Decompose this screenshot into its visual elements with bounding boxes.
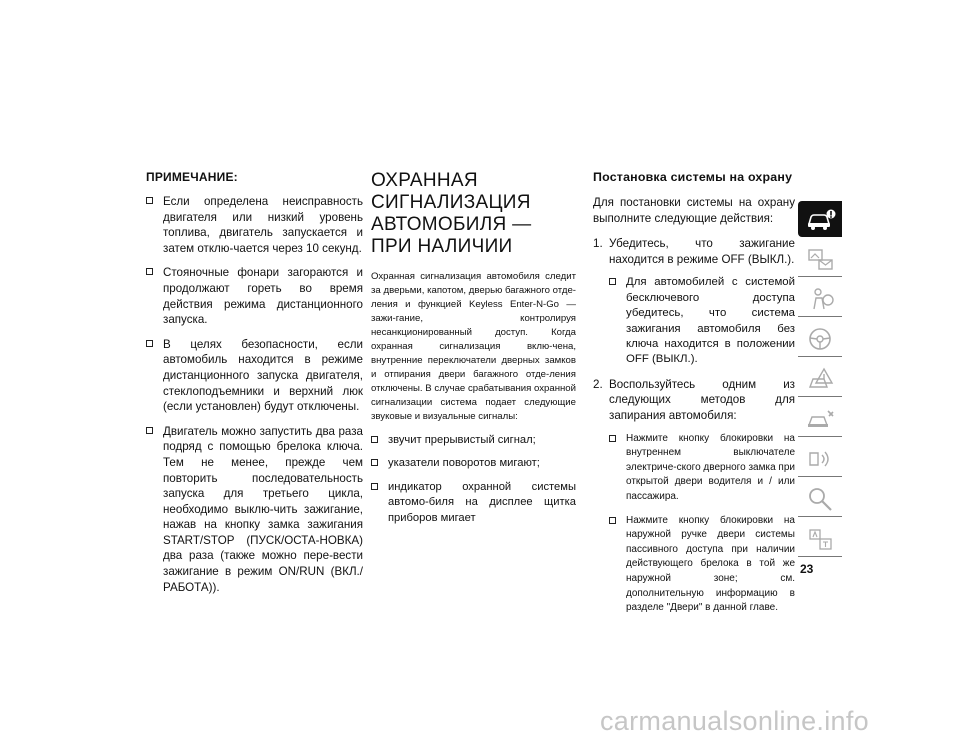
step-bullets [609,432,795,616]
tab-multimedia[interactable] [798,441,842,477]
bullet-square-icon [609,435,616,442]
tab-emergency[interactable] [798,361,842,397]
bullet-square-icon [609,517,616,524]
bullet-square-icon [371,459,378,466]
alarm-signal-list [371,433,576,526]
step-text: Убедитесь, что зажигание находится в режиме OFF (ВЫКЛ.). [609,237,795,266]
alarm-paragraph: Охранная сигнализация автомобиля следит за дверьми, капотом, дверью багажного отде-ления и функцией Keyless Enter-N-Go — зажи-гание, контролируя несанкционированный доступ. Когда охранная сигнализация вклю-чена, внутренние переключатели дверных замков и отпирания двери багажного отде-ления отключены. В случае срабатывания охранной сигнализации система подает следующие звуковые и визуальные сигналы: [371,271,576,422]
step-number: 2. [593,377,603,391]
safety-airbag-icon [806,285,836,313]
alarm-signal-item: звучит прерывистый сигнал; [371,433,576,448]
step-text: Воспользуйтесь одним из следующих методов для запирания автомобиля: [609,377,795,422]
bullet-square-icon [146,340,153,347]
tab-service[interactable] [798,401,842,437]
note-list [146,194,363,595]
bullet-square-icon [371,483,378,490]
note-column [146,170,363,604]
arming-intro: Для постановки системы на охрану выполните следующие действия: [593,196,795,225]
warning-lights-icon [806,245,836,273]
steering-wheel-icon [806,325,836,353]
arming-steps [593,236,795,616]
step-bullet: Нажмите кнопку блокировки на внутреннем выключателе электриче-ского дверного замка при открытой двери водителя и / или пассажира. [609,432,795,505]
step-bullet: Для автомобилей с системой бесключевого доступа убедитесь, что система зажигания автомобиля без ключа находится в положении OFF (ВЫКЛ.). [609,275,795,367]
section-tabs [798,201,842,561]
note-item: Если определена неисправность двигателя или низкий уровень топлива, двигатель запускается и затем отклю-чается через 10 секунд. [146,194,363,256]
bullet-square-icon [371,436,378,443]
alarm-signal-item: указатели поворотов мигают; [371,456,576,471]
arming-step [593,236,795,368]
tab-search[interactable] [798,481,842,517]
language-icon [806,525,836,553]
alarm-signal-item: индикатор охранной системы автомо-биля на дисплее щитка приборов мигает [371,480,576,526]
tab-warning-lights[interactable] [798,241,842,277]
note-item: Двигатель можно запустить два раза подряд с помощью брелока ключа. Тем не менее, прежде чем повторить последовательность запуска для третьего цикла, необходимо выклю-чить зажигание, нажав на кнопку замка зажигания START/STOP (ПУСК/ОСТА-НОВКА) два раза (также можно пере-вести зажигание в режим ON/RUN (ВКЛ./РАБОТА)). [146,424,363,596]
tab-car-info[interactable] [798,201,842,237]
tab-driving[interactable] [798,321,842,357]
multimedia-icon [806,445,836,473]
step-bullets [609,275,795,367]
arming-heading: Постановка системы на охрану [593,170,793,184]
step-number: 1. [593,237,603,251]
bullet-square-icon [146,268,153,275]
page-number: 23 [800,562,814,576]
bullet-square-icon [146,427,153,434]
emergency-icon [806,365,836,393]
alarm-heading: ОХРАННАЯ СИГНАЛИЗАЦИЯ АВТОМОБИЛЯ — ПРИ НАЛИЧИИ [371,170,532,257]
service-tools-icon [806,405,836,433]
arming-column [593,170,795,625]
note-item: Стояночные фонари загораются и продолжают гореть во время действия режима дистанционного запуска. [146,265,363,327]
tab-safety[interactable] [798,281,842,317]
note-item: В целях безопасности, если автомобиль находится в режиме дистанционного запуска двигателя, стеклоподъемники и верхний люк (если установлен) будут отключены. [146,337,363,415]
watermark: carmanualsonline.info [600,706,869,736]
alarm-column [371,170,576,534]
car-info-icon [806,205,836,233]
search-icon [806,485,836,513]
note-title: ПРИМЕЧАНИЕ: [146,170,238,184]
bullet-square-icon [146,197,153,204]
step-bullet: Нажмите кнопку блокировки на наружной ручке двери системы пассивного доступа при наличии действующего брелока в той же наружной зоне; см. дополнительную информацию в разделе "Двери" в данной главе. [609,514,795,616]
arming-step [593,377,795,616]
tab-language[interactable] [798,521,842,557]
bullet-square-icon [609,278,616,285]
